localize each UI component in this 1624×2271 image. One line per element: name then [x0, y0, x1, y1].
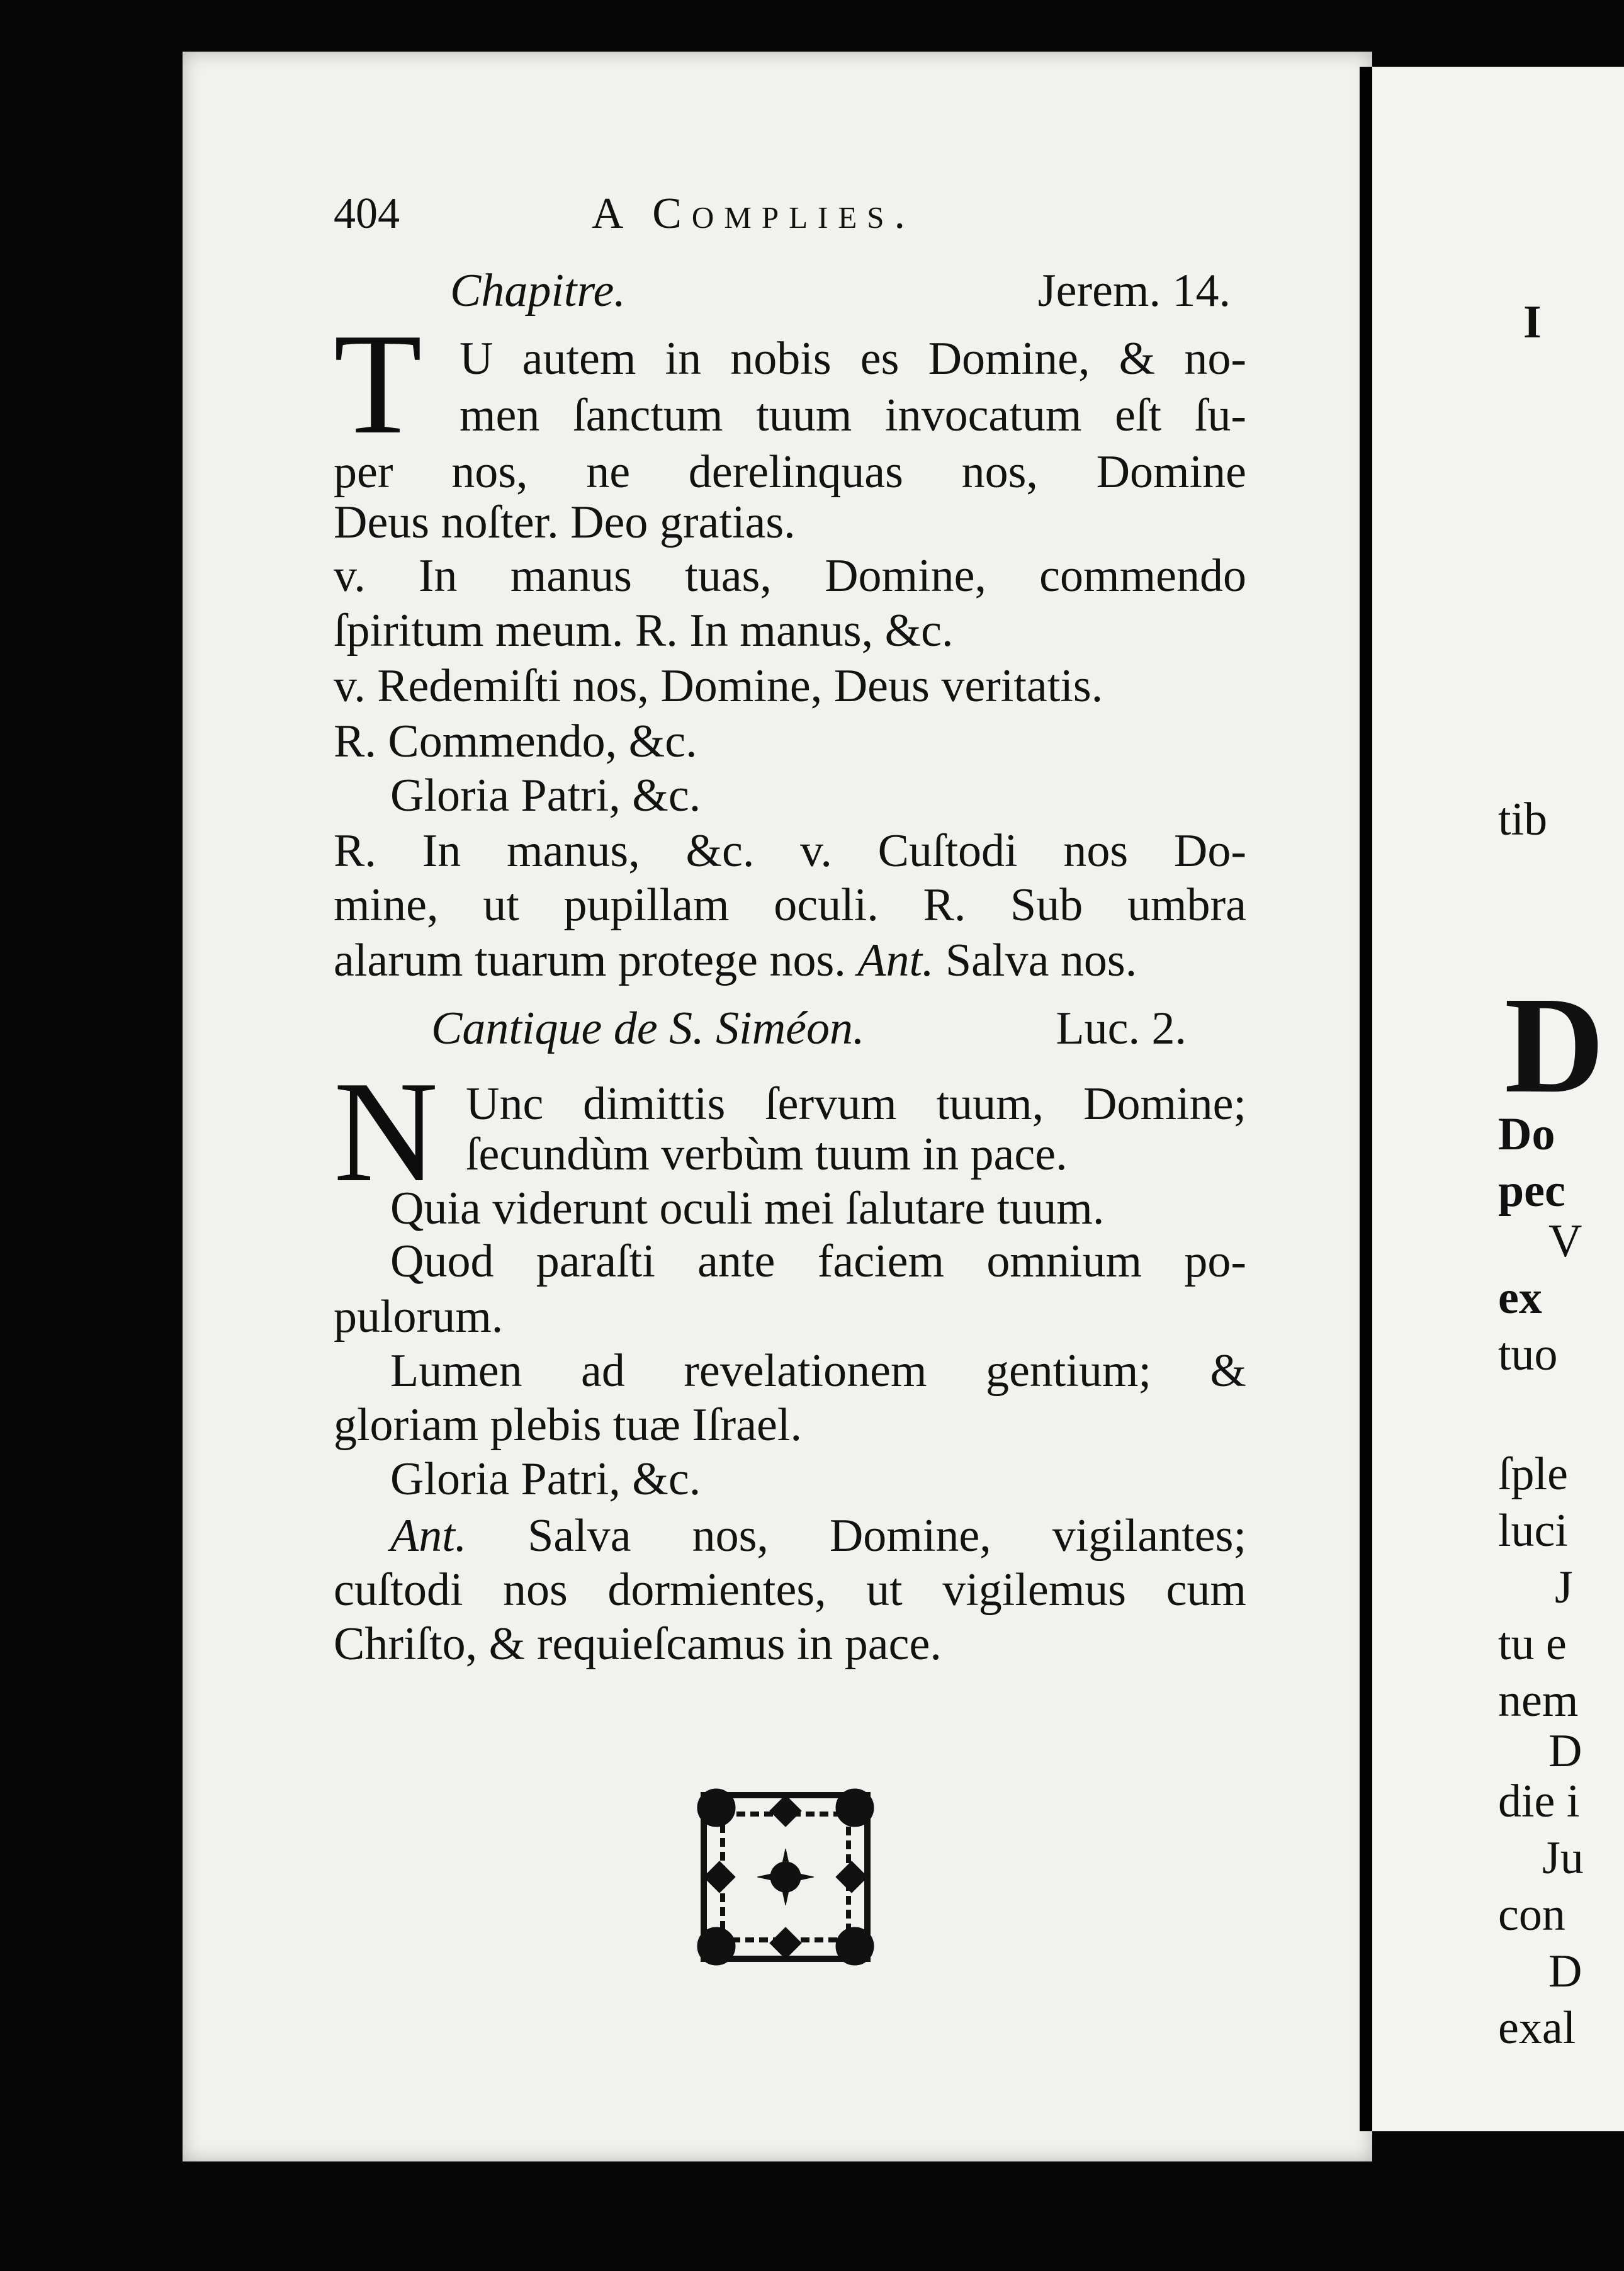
ant-label: Ant.: [857, 935, 934, 986]
cantique-label: Cantique de S. Siméon.: [431, 1003, 865, 1054]
text-line: Quod paraſti ante faciem omnium po-: [390, 1236, 1246, 1287]
facing-fragment: die i: [1498, 1776, 1580, 1827]
antiphon-text: Salva nos, Domine, vigilantes;: [527, 1510, 1246, 1562]
text-line: Quia viderunt oculi mei ſalutare tuum.: [390, 1183, 1105, 1234]
drop-cap-t: T: [334, 303, 422, 464]
chapitre-reference: Jerem. 14.: [1037, 265, 1231, 317]
cantique-heading: [431, 1002, 1187, 1055]
chapitre-heading: [450, 264, 1231, 317]
gloria-line: Gloria Patri, &c.: [390, 1453, 701, 1505]
facing-fragment: con: [1498, 1889, 1565, 1941]
text-line: Unc dimittis ſervum tuum, Domine;: [466, 1078, 1246, 1130]
text-line: pulorum.: [334, 1291, 504, 1343]
running-header: [334, 189, 1309, 258]
page-title: A Complies.: [592, 189, 916, 238]
facing-fragment: ex: [1498, 1272, 1542, 1324]
facing-fragment: tib: [1498, 794, 1548, 845]
facing-fragment: tuo: [1498, 1329, 1558, 1380]
fleuron-ornament-icon: [691, 1783, 880, 1971]
facing-fragment: J: [1555, 1562, 1573, 1613]
text-line: ſecundùm verbùm tuum in pace.: [466, 1129, 1068, 1180]
text-line: cuſtodi nos dormientes, ut vigilemus cum: [334, 1564, 1246, 1616]
chapitre-label: Chapitre.: [450, 265, 626, 317]
cantique-reference: Luc. 2.: [1056, 1003, 1187, 1054]
text-line: U autem in nobis es Domine, & no-: [460, 333, 1246, 385]
facing-fragment: V: [1548, 1215, 1582, 1267]
facing-fragment: tu e: [1498, 1618, 1567, 1670]
text-line: men ſanctum tuum invocatum eſt ſu-: [460, 390, 1246, 441]
text-line: gloriam plebis tuæ Iſrael.: [334, 1399, 802, 1451]
response-line: ſpiritum meum. R. In manus, &c.: [334, 605, 954, 657]
text-line: Lumen ad revelationem gentium; &: [390, 1345, 1246, 1397]
facing-fragment: D: [1548, 1946, 1582, 1997]
response-line: R. In manus, &c. v. Cuſtodi nos Do-: [334, 825, 1246, 877]
versicle-line: v. Redemiſti nos, Domine, Deus veritatis.: [334, 660, 1103, 712]
text-line: Deus noſter. Deo gratias.: [334, 497, 796, 548]
drop-cap-n: N: [334, 1051, 439, 1212]
antiphon-label: Ant.: [390, 1510, 467, 1562]
versicle-line: v. In manus tuas, Domine, commendo: [334, 550, 1246, 602]
gloria-line: Gloria Patri, &c.: [390, 770, 701, 821]
facing-fragment: pec: [1498, 1165, 1565, 1217]
facing-fragment: exal: [1498, 2002, 1576, 2054]
text-line: Chriſto, & requieſcamus in pace.: [334, 1618, 942, 1670]
facing-fragment: Ju: [1542, 1832, 1584, 1884]
text-line: per nos, ne derelinquas nos, Domine: [334, 446, 1246, 498]
antiphon-first-line: [390, 1509, 1246, 1562]
facing-fragment: luci: [1498, 1505, 1568, 1557]
ant-incipit: Salva nos.: [945, 935, 1137, 986]
facing-fragment: ſple: [1498, 1448, 1568, 1500]
response-line: R. Commendo, &c.: [334, 716, 697, 767]
response-line: mine, ut pupillam oculi. R. Sub umbra: [334, 879, 1246, 931]
alarum-text: alarum tuarum protege nos.: [334, 935, 846, 986]
page-number: 404: [334, 189, 400, 238]
facing-fragment: D: [1504, 968, 1604, 1122]
alarum-line: [334, 934, 1246, 987]
facing-fragment: Do: [1498, 1108, 1555, 1160]
facing-fragment: nem: [1498, 1675, 1579, 1727]
facing-fragment: D: [1548, 1725, 1582, 1777]
facing-fragment: I: [1523, 296, 1542, 348]
